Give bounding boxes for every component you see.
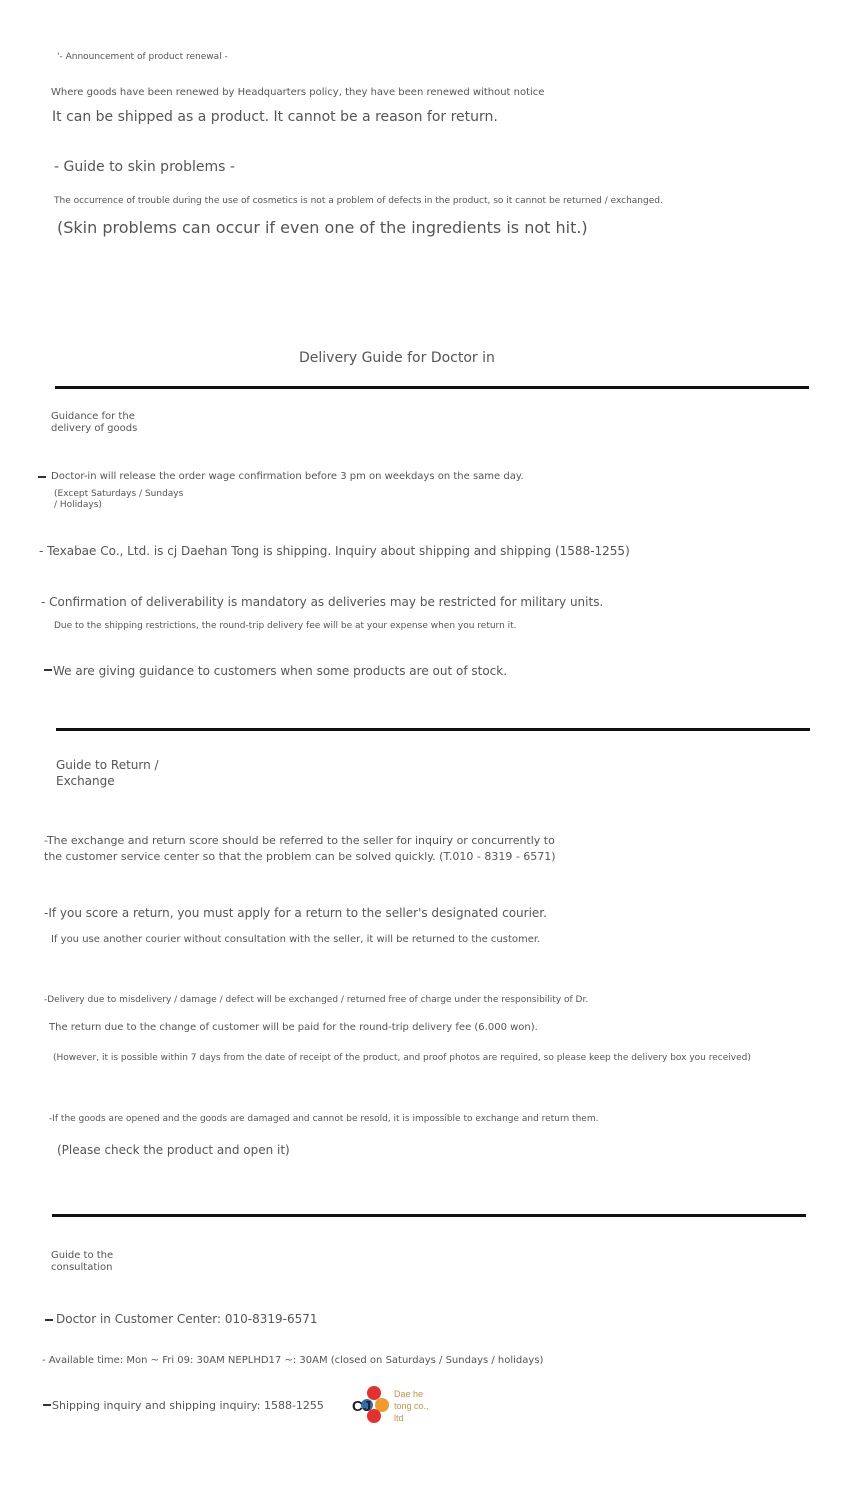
- delivery-item-3-note: Due to the shipping restrictions, the round-trip delivery fee will be at your expense when you return it.: [54, 621, 517, 631]
- returns-item-2-note: If you use another courier without consultation with the seller, it will be returned to the customer.: [51, 934, 541, 945]
- bullet-dash: [38, 476, 46, 478]
- skin-line-2: (Skin problems can occur if even one of the ingredients is not hit.): [57, 218, 588, 237]
- delivery-heading: Delivery Guide for Doctor in: [299, 350, 495, 366]
- returns-item-5: (However, it is possible within 7 days from the date of receipt of the product, and proof photos are required, so please keep the delivery box you received): [53, 1053, 751, 1063]
- returns-item-3: -Delivery due to misdelivery / damage / defect will be exchanged / returned free of charge under the responsibility of Dr.: [44, 995, 589, 1005]
- delivery-item-1-note: (Except Saturdays / Sundays / Holidays): [54, 489, 184, 510]
- delivery-item-3: - Confirmation of deliverability is mandatory as deliveries may be restricted for military units.: [41, 595, 604, 609]
- cj-logo-mark: [350, 1384, 394, 1428]
- divider-3: [52, 1214, 806, 1217]
- returns-item-7: (Please check the product and open it): [57, 1143, 290, 1157]
- consult-item-2: - Available time: Mon ~ Fri 09: 30AM NEPLHD17 ~: 30AM (closed on Saturdays / Sundays / holidays): [42, 1355, 544, 1366]
- returns-item-6: -If the goods are opened and the goods are damaged and cannot be resold, it is impossible to exchange and return them.: [49, 1114, 599, 1124]
- returns-item-4: The return due to the change of customer will be paid for the round-trip delivery fee (6.000 won).: [49, 1022, 538, 1033]
- divider-2: [56, 728, 810, 731]
- cj-logo: [350, 1384, 440, 1430]
- bullet-dash: [45, 1319, 53, 1321]
- delivery-section-label: Guidance for the delivery of goods: [51, 411, 138, 434]
- cj-logo-text: CJ: [352, 1398, 372, 1415]
- consult-section-label: Guide to the consultation: [51, 1250, 114, 1273]
- renewal-title: '- Announcement of product renewal -: [57, 52, 228, 62]
- renewal-line-1: Where goods have been renewed by Headquarters policy, they have been renewed without notice: [51, 87, 545, 98]
- cj-logo-caption: Dae he tong co., ltd: [394, 1389, 429, 1424]
- delivery-item-2: - Texabae Co., Ltd. is cj Daehan Tong is shipping. Inquiry about shipping and shipping (1588-1255): [39, 544, 630, 558]
- returns-item-2: -If you score a return, you must apply for a return to the seller's designated courier.: [44, 906, 547, 920]
- bullet-dash: [43, 1404, 51, 1406]
- bullet-dash: [44, 669, 52, 671]
- delivery-item-1: Doctor-in will release the order wage confirmation before 3 pm on weekdays on the same day.: [51, 471, 524, 482]
- delivery-item-4: We are giving guidance to customers when some products are out of stock.: [53, 664, 508, 678]
- consult-item-3: Shipping inquiry and shipping inquiry: 1588-1255: [52, 1399, 324, 1412]
- renewal-line-2: It can be shipped as a product. It cannot be a reason for return.: [52, 109, 498, 125]
- consult-item-1: Doctor in Customer Center: 010-8319-6571: [56, 1312, 318, 1326]
- skin-title: - Guide to skin problems -: [54, 159, 235, 175]
- divider-1: [55, 386, 809, 389]
- returns-item-1: -The exchange and return score should be referred to the seller for inquiry or concurrently to the customer service center so that the problem can be solved quickly. (T.010 - 8319 - 6571): [44, 834, 556, 863]
- skin-line-1: The occurrence of trouble during the use of cosmetics is not a problem of defects in the product, so it cannot be returned / exchanged.: [54, 196, 663, 206]
- returns-section-label: Guide to Return / Exchange: [56, 758, 159, 789]
